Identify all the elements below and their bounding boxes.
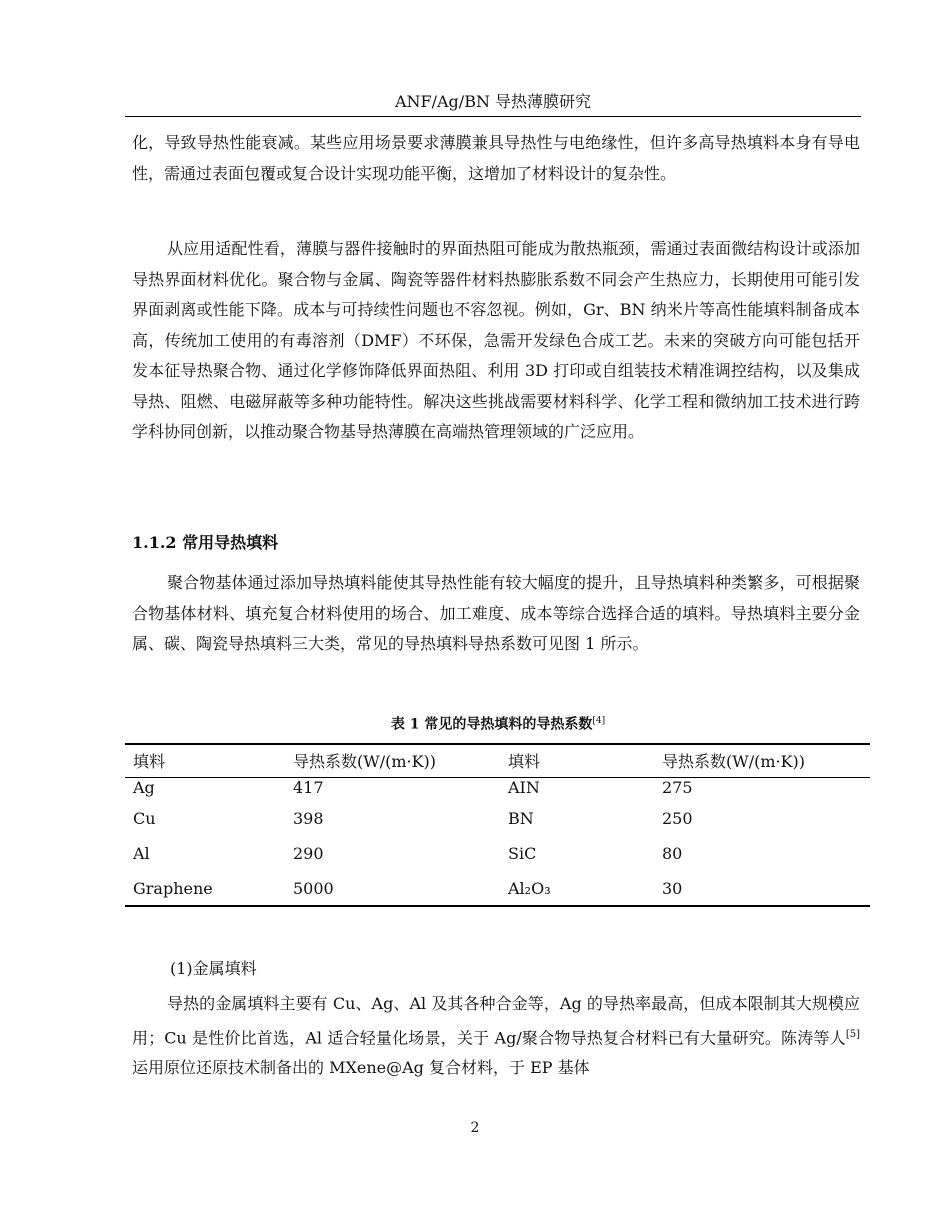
filler-conductivity-table xyxy=(125,743,870,907)
metal-text-after-ref: 运用原位还原技术制备出的 MXene@Ag 复合材料，于 EP 基体 xyxy=(132,1058,590,1078)
table-cell: BN xyxy=(508,809,534,828)
table-cell: 30 xyxy=(662,878,683,898)
page-number: 2 xyxy=(470,1120,480,1136)
table-cell: 250 xyxy=(662,809,693,828)
table-caption xyxy=(125,710,871,736)
table-cell: Cu xyxy=(133,809,156,828)
metal-text-before-ref: 导热的金属填料主要有 Cu、Ag、Al 及其各种合金等，Ag 的导热率最高，但成本限制其大规模应用；Cu 是性价比首选，Al 适合轻量化场景，关于 Ag/聚合物导热复合材料已有大量研究。陈涛等人 xyxy=(132,994,860,1047)
table-cell: 398 xyxy=(293,809,324,828)
table-caption-text: 表 1 常见的导热填料的导热系数 xyxy=(390,716,593,733)
table-cell: Al₂O₃ xyxy=(508,878,551,898)
table-header-conductivity: 导热系数(W/(m·K)) xyxy=(293,752,437,772)
metal-filler-subheading: (1)金属填料 xyxy=(170,959,257,978)
table-header-filler: 填料 xyxy=(133,752,166,772)
table-cell: Graphene xyxy=(133,878,213,898)
table-cell: 275 xyxy=(662,777,693,797)
paragraph-continuation: 化，导致导热性能衰减。某些应用场景要求薄膜兼具导热性与电绝缘性，但许多高导热填料本身有导电性，需通过表面包覆或复合设计实现功能平衡，这增加了材料设计的复杂性。 xyxy=(132,133,860,183)
table-cell: 417 xyxy=(293,777,324,797)
table-row xyxy=(125,836,870,871)
table-cell: Ag xyxy=(133,777,155,797)
paragraph-metal-fillers xyxy=(132,989,860,1084)
table-cell: SiC xyxy=(508,844,537,863)
table-header-conductivity: 导热系数(W/(m·K)) xyxy=(662,752,806,772)
citation-ref: [5] xyxy=(845,1028,860,1040)
paragraph-application: 从应用适配性看，薄膜与器件接触时的界面热阻可能成为散热瓶颈，需通过表面微结构设计或添加导热界面材料优化。聚合物与金属、陶瓷等器件材料热膨胀系数不同会产生热应力，长期使用可能引发界面剥离或性能下降。成本与可持续性问题也不容忽视。例如，Gr、BN 纳米片等高性能填料制备成本高，传统加工使用的有毒溶剂（DMF）不环保，急需开发绿色合成工艺。未来的突破方向可能包括开发本征导热聚合物、通过化学修饰降低界面热阻、利用 3D 打印或自组装技术精准调控结构，以及集成导热、阻燃、电磁屏蔽等多种功能特性。解决这些挑战需要材料科学、化学工程和微纳加工技术进行跨学科协同创新，以推动聚合物基导热薄膜在高端热管理领域的广泛应用。 xyxy=(132,239,860,441)
paragraph-fillers-intro: 聚合物基体通过添加导热填料能使其导热性能有较大幅度的提升，且导热填料种类繁多，可根据聚合物基体材料、填充复合材料使用的场合、加工难度、成本等综合选择合适的填料。导热填料主要分金属、碳、陶瓷导热填料三大类，常见的导热填料导热系数可见图 1 所示。 xyxy=(132,573,860,653)
table-row xyxy=(125,871,870,906)
table-cell: 290 xyxy=(293,844,324,863)
table-header-filler: 填料 xyxy=(508,752,541,772)
running-header: ANF/Ag/BN 导热薄膜研究 xyxy=(125,90,861,117)
table-cell: Al xyxy=(133,844,150,863)
table-cell: AIN xyxy=(508,777,540,797)
table-cell: 5000 xyxy=(293,878,334,898)
table-row xyxy=(125,801,870,836)
table-cell: 80 xyxy=(662,844,683,863)
section-heading: 1.1.2 常用导热填料 xyxy=(132,533,279,552)
table-row xyxy=(125,777,870,801)
table-header-row xyxy=(125,744,870,777)
table-caption-ref: [4] xyxy=(592,716,606,726)
